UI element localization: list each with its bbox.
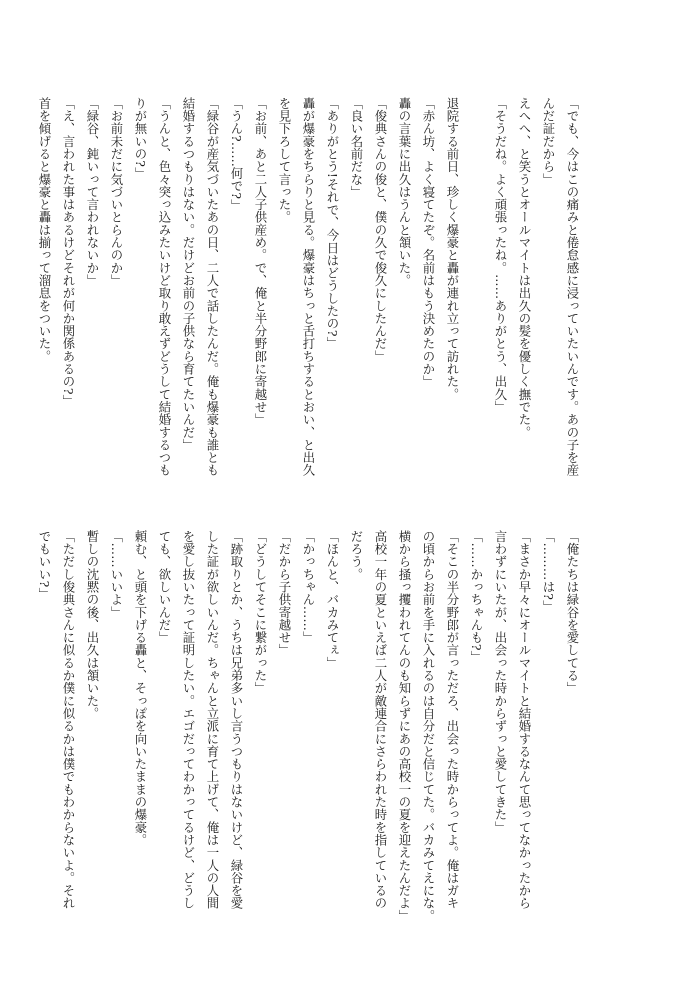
text-line: 「どうしてそこに繋がった」 — [253, 530, 268, 695]
text-line: 「緑谷、鈍いって言われないか」 — [85, 97, 100, 287]
text-line: 「かっちゃん……」 — [301, 530, 316, 644]
text-line: えへへ、と笑うとオールマイトは出久の髪を優しく撫でた。 — [517, 97, 532, 439]
text-line: 「俊典さんの俊と、僕の久で俊久にしたんだ」 — [373, 97, 388, 363]
text-line: 頼む、と頭を下げる轟と、そっぽを向いたままの爆豪。 — [133, 530, 148, 847]
text-line: 「そうだね。よく頑張ったね。……ありがとう、出久」 — [493, 97, 508, 414]
text-line: りが無いの?」 — [133, 97, 148, 180]
text-line: 轟の言葉に出久はうんと頷いた。 — [397, 97, 412, 287]
text-line: 「お前未だに気づいとらんのか」 — [109, 97, 124, 287]
text-line: 「そこの半分野郎が言っただろ、出会った時からってよ。俺はガキ — [445, 530, 460, 910]
text-line: を愛し抜いたって証明したい。エゴだってわかってるけど、どうし — [181, 530, 196, 910]
text-line: 「だから子供寄越せ」 — [277, 530, 292, 657]
text-block-top — [37, 97, 584, 507]
text-line: 「うん?……何で?」 — [229, 97, 244, 212]
text-line: 「跡取りとか、うちは兄弟多いし言うつもりはないけど、緑谷を愛 — [229, 530, 244, 910]
text-line: 「俺たちは緑谷を愛してる」 — [565, 530, 580, 695]
text-line: ても、欲しいんだ」 — [157, 530, 172, 644]
text-line: 暫しの沈黙の後、出久は頷いた。 — [85, 530, 100, 720]
text-line: 結婚するつもりはない。だけどお前の子供なら育てたいんだ」 — [181, 97, 196, 452]
text-line: 「良い名前だな」 — [349, 97, 364, 199]
text-line: 横から掻っ攫われてんのも知らずにあの高校一の夏を迎えたんだよ」 — [397, 530, 412, 923]
text-line: 「……かっちゃんも?」 — [469, 530, 484, 664]
text-line: 「うんと、色々突っ込みたいけど取り敢えずどうして結婚するつも — [157, 97, 172, 477]
text-line: した証が欲しいんだ。ちゃんと立派に育て上げて、俺は一人の人間 — [205, 530, 220, 910]
text-line: 「ありがとう!それで、今日はどうしたの?」 — [325, 97, 340, 350]
text-block-bottom — [37, 530, 584, 940]
text-line: 「でも、今はこの痛みと倦怠感に浸っていたいんです。あの子を産 — [565, 97, 580, 477]
text-line: 「え、言われた事はあるけどそれが何か関係あるの?」 — [61, 97, 76, 408]
text-line: 「お前、あと二人子供産め。で、俺と半分野郎に寄越せ」 — [253, 97, 268, 426]
text-line: の頃からお前を手に入れるのは自分だと信じてた。バカみてえにな。 — [421, 530, 436, 923]
text-line: 高校一年の夏といえば二人が敵連合にさらわれた時を指しているの — [373, 530, 388, 910]
text-line: でもいい?」 — [37, 530, 52, 601]
text-line: 言わずにいたが、出会った時からずっと愛してきた」 — [493, 530, 508, 834]
text-line: 「赤ん坊、よく寝てたぞ。名前はもう決めたのか」 — [421, 97, 436, 388]
text-line: 「……いいよ」 — [109, 530, 124, 619]
text-line: 退院する前日、珍しく爆豪と轟が連れ立って訪れた。 — [445, 97, 460, 401]
text-line: 「緑谷が産気づいたあの日、二人で話したんだ。俺も爆豪も誰とも — [205, 97, 220, 477]
text-line: 「ほんと、バカみてぇ」 — [325, 530, 340, 670]
text-line — [464, 97, 488, 507]
text-line: 「………は?」 — [541, 530, 556, 613]
text-line: 「ただし俊典さんに似るか僕に似るかは僕でもわからないよ。それ — [61, 530, 76, 910]
text-line: だろう。 — [349, 530, 364, 581]
text-line: を見下ろして言った。 — [277, 97, 292, 224]
text-line: んだ証だから」 — [541, 97, 556, 186]
text-line: 首を傾げると爆豪と轟は揃って溜息をついた。 — [37, 97, 52, 363]
text-line: 轟が爆豪をちらりと見る。爆豪はちっと舌打ちするとおい、と出久 — [301, 97, 316, 477]
text-line: 「まさか早々にオールマイトと結婚するなんて思ってなかったから — [517, 530, 532, 910]
